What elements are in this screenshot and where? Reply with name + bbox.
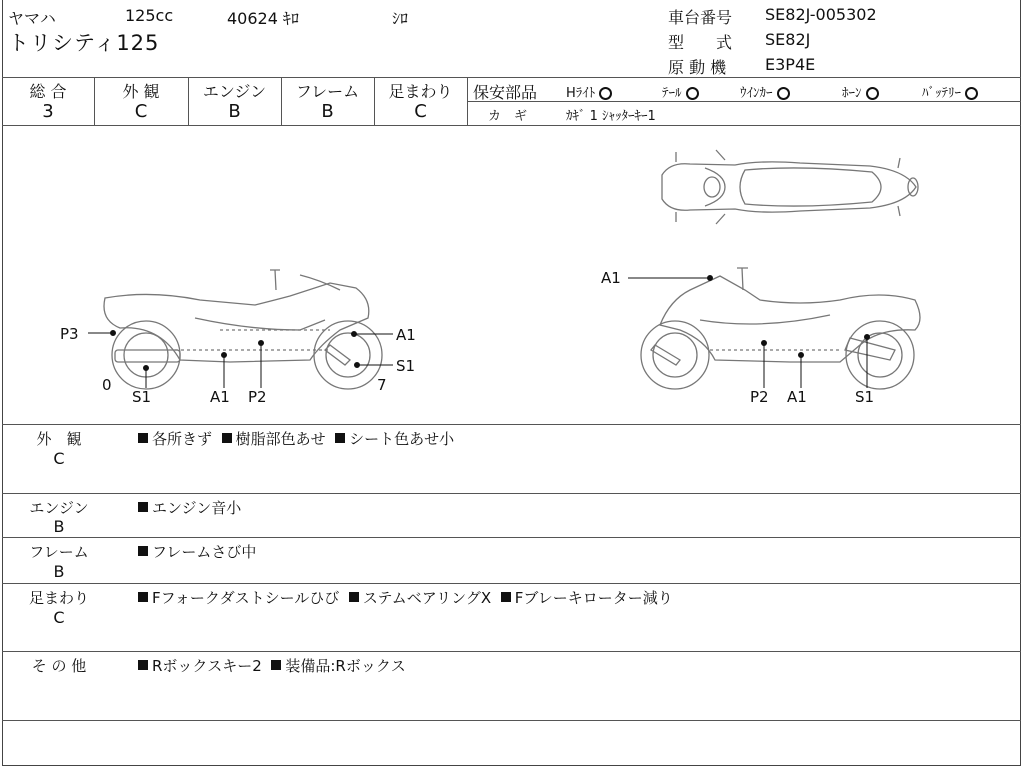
grade-value-overall: 3 [42,101,54,122]
section-notes-exterior: 各所きず 樹脂部色あせ シート色あせ小 [138,428,454,449]
model-name: トリシティ125 [8,31,160,55]
section-notes-frame: フレームさび中 [138,541,256,562]
label-s1: S1 [855,388,875,406]
label-a1: A1 [210,388,230,406]
key-label: カ ギ [488,109,528,124]
maker: ヤマハ [8,9,56,28]
section-grade-exterior: C [53,449,65,468]
label-p2: P2 [750,388,769,406]
mileage: 40624 ｷﾛ [227,9,299,28]
section-title-frame: フレーム [29,543,89,561]
grade-label-engine: エンジン [202,82,267,101]
engine-value: E3P4E [765,55,816,74]
section-notes-suspension: Fフォークダストシールひび ステムベアリングX Fブレーキローター減り [138,587,673,608]
section-grade-suspension: C [53,608,65,627]
section-grade-engine: B [53,517,65,536]
section-title-other: そ の 他 [31,657,87,675]
label-s1: S1 [132,388,152,406]
scooter-top-view [662,150,918,224]
label-a1: A1 [396,326,416,344]
safety-item-horn: ﾎｰﾝ [842,82,879,101]
engine-label: 原 動 機 [668,58,727,77]
scooter-side-view-right [641,268,920,389]
type-label: 型 式 [668,33,733,52]
section-title-exterior: 外 観 [36,430,82,448]
frame-no-label: 車台番号 [668,8,733,27]
grade-label-suspension: 足まわり [388,82,453,101]
section-notes-engine: エンジン音小 [138,497,241,518]
grade-label-exterior: 外 観 [122,82,160,101]
type-value: SE82J [765,30,811,49]
grade-label-overall: 総 合 [29,82,67,101]
safety-item-headlight: Hﾗｲﾄ [566,82,612,101]
divider [2,424,1021,425]
label-zero: 0 [102,376,112,394]
section-grade-frame: B [53,562,65,581]
key-value: ｶｷﾞ 1 ｼｬｯﾀｰｷｰ1 [566,109,656,124]
grade-label-frame: フレーム [295,82,360,101]
safety-label: 保安部品 [473,83,538,102]
divider [2,651,1021,652]
displacement: 125cc [125,6,174,25]
label-p3: P3 [60,325,79,343]
label-p2: P2 [248,388,267,406]
frame-no: SE82J-005302 [765,5,877,24]
safety-item-battery: ﾊﾞｯﾃﾘｰ [922,82,978,101]
label-s1: S1 [396,357,416,375]
divider [2,493,1021,494]
label-a1: A1 [787,388,807,406]
divider [2,537,1021,538]
grade-value-engine: B [228,101,241,122]
label-seven: 7 [377,376,387,394]
safety-item-winker: ｳｲﾝｶｰ [740,82,790,101]
color: ｼﾛ [392,9,409,28]
label-a1: A1 [601,269,621,287]
section-notes-other: Rボックスキー2 装備品:Rボックス [138,655,406,676]
grade-value-frame: B [321,101,334,122]
divider [2,720,1021,721]
divider [2,583,1021,584]
grade-value-exterior: C [134,101,148,122]
safety-item-tail: ﾃｰﾙ [662,82,699,101]
section-title-engine: エンジン [29,499,89,517]
grade-value-suspension: C [414,101,427,122]
section-title-suspension: 足まわり [28,589,89,607]
